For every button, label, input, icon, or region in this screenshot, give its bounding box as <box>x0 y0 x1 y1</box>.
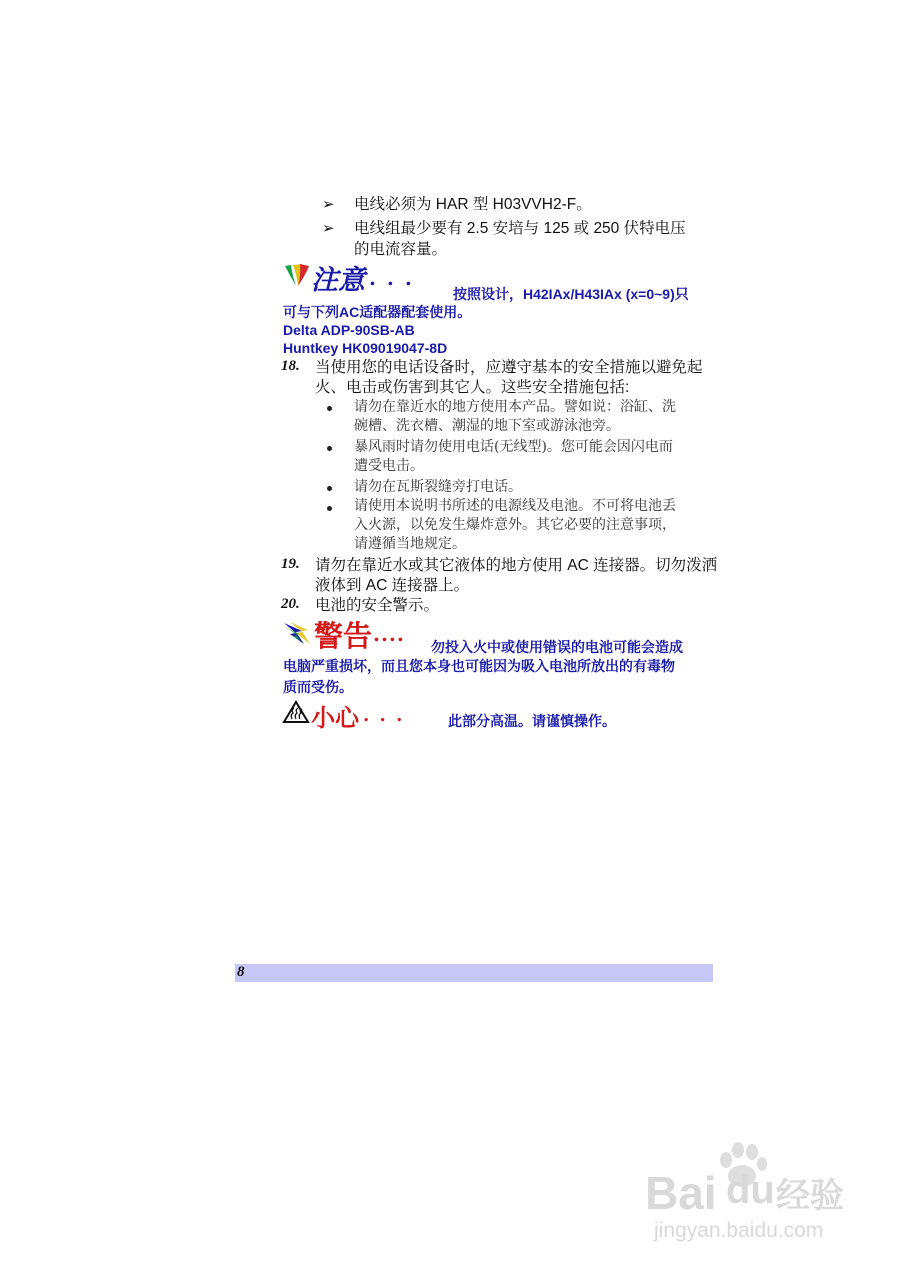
lightning-warning-icon <box>282 620 314 646</box>
safety-bullet-4-line3: 请遵循当地规定。 <box>354 536 466 552</box>
caution-text: 此部分高温。请谨慎操作。 <box>448 713 616 729</box>
adapter-model-1: Delta ADP-90SB-AB <box>283 322 415 338</box>
watermark-brand-du: du <box>726 1168 775 1212</box>
item-text-line1: 当使用您的电话设备时，应遵守基本的安全措施以避免起 <box>315 359 703 376</box>
footer-bar <box>235 964 713 982</box>
arrow-bullet: ➢ <box>322 219 335 237</box>
item-number: 19. <box>281 556 300 572</box>
watermark-url: jingyan.baidu.com <box>654 1219 824 1242</box>
cord-type-text: 电线必须为 HAR 型 H03VVH2-F。 <box>354 196 592 213</box>
safety-bullet-2-line2: 遭受电击。 <box>354 458 424 474</box>
safety-bullet-4-line2: 入火源，以免发生爆炸意外。其它必要的注意事项， <box>354 517 676 533</box>
item-text-line2: 液体到 AC 连接器上。 <box>315 577 470 594</box>
bullet-dot <box>327 406 332 411</box>
watermark-brand-bai: Bai <box>645 1167 717 1219</box>
cord-rating-text-line2: 的电流容量。 <box>354 241 448 258</box>
bullet-dot <box>327 506 332 511</box>
item-number: 20. <box>281 596 300 612</box>
caution-dots: . . . <box>363 705 405 726</box>
item-text-line1: 请勿在靠近水或其它液体的地方使用 AC 连接器。切勿泼洒 <box>315 557 718 574</box>
item-text: 电池的安全警示。 <box>315 597 440 614</box>
safety-bullet-1-line1: 请勿在靠近水的地方使用本产品。譬如说：浴缸、洗 <box>354 399 676 415</box>
safety-bullet-2-line1: 暴风雨时请勿使用电话(无线型)。您可能会因闪电而 <box>354 439 673 455</box>
bullet-dot <box>327 486 332 491</box>
notice-dots: . . . <box>369 266 414 290</box>
item-text-line2: 火、电击或伤害到其它人。这些安全措施包括: <box>315 379 630 396</box>
item-number: 18. <box>281 358 300 374</box>
caution-word: 小心 <box>311 703 359 732</box>
notice-text-line1: 按照设计，H42IAx/H43IAx (x=0~9)只 <box>453 286 689 302</box>
safety-bullet-4-line1: 请使用本说明书所述的电源线及电池。不可将电池丢 <box>354 498 676 514</box>
watermark-brand-jingyan: 经验 <box>776 1176 844 1216</box>
warning-text-line3: 质而受伤。 <box>283 679 353 695</box>
hot-surface-icon <box>282 700 310 724</box>
adapter-model-2: Huntkey HK09019047-8D <box>283 340 448 356</box>
bullet-dot <box>327 446 332 451</box>
warning-text-line1: 勿投入火中或使用错误的电池可能会造成 <box>431 639 683 655</box>
notice-word: 注意 <box>311 265 365 296</box>
safety-bullet-1-line2: 碗槽、洗衣槽、潮湿的地下室或游泳池旁。 <box>354 418 620 434</box>
page-number: 8 <box>237 964 245 980</box>
warning-word: 警告 <box>314 619 373 653</box>
arrow-bullet: ➢ <box>322 195 335 213</box>
notice-icon <box>282 262 310 288</box>
safety-bullet-3: 请勿在瓦斯裂缝旁打电话。 <box>354 479 522 495</box>
notice-text-line2: 可与下列AC适配器配套使用。 <box>283 304 472 320</box>
warning-dots: .... <box>373 622 405 646</box>
cord-rating-text-line1: 电线组最少要有 2.5 安培与 125 或 250 伏特电压 <box>354 220 686 237</box>
warning-text-line2: 电脑严重损坏，而且您本身也可能因为吸入电池所放出的有毒物 <box>283 658 675 674</box>
